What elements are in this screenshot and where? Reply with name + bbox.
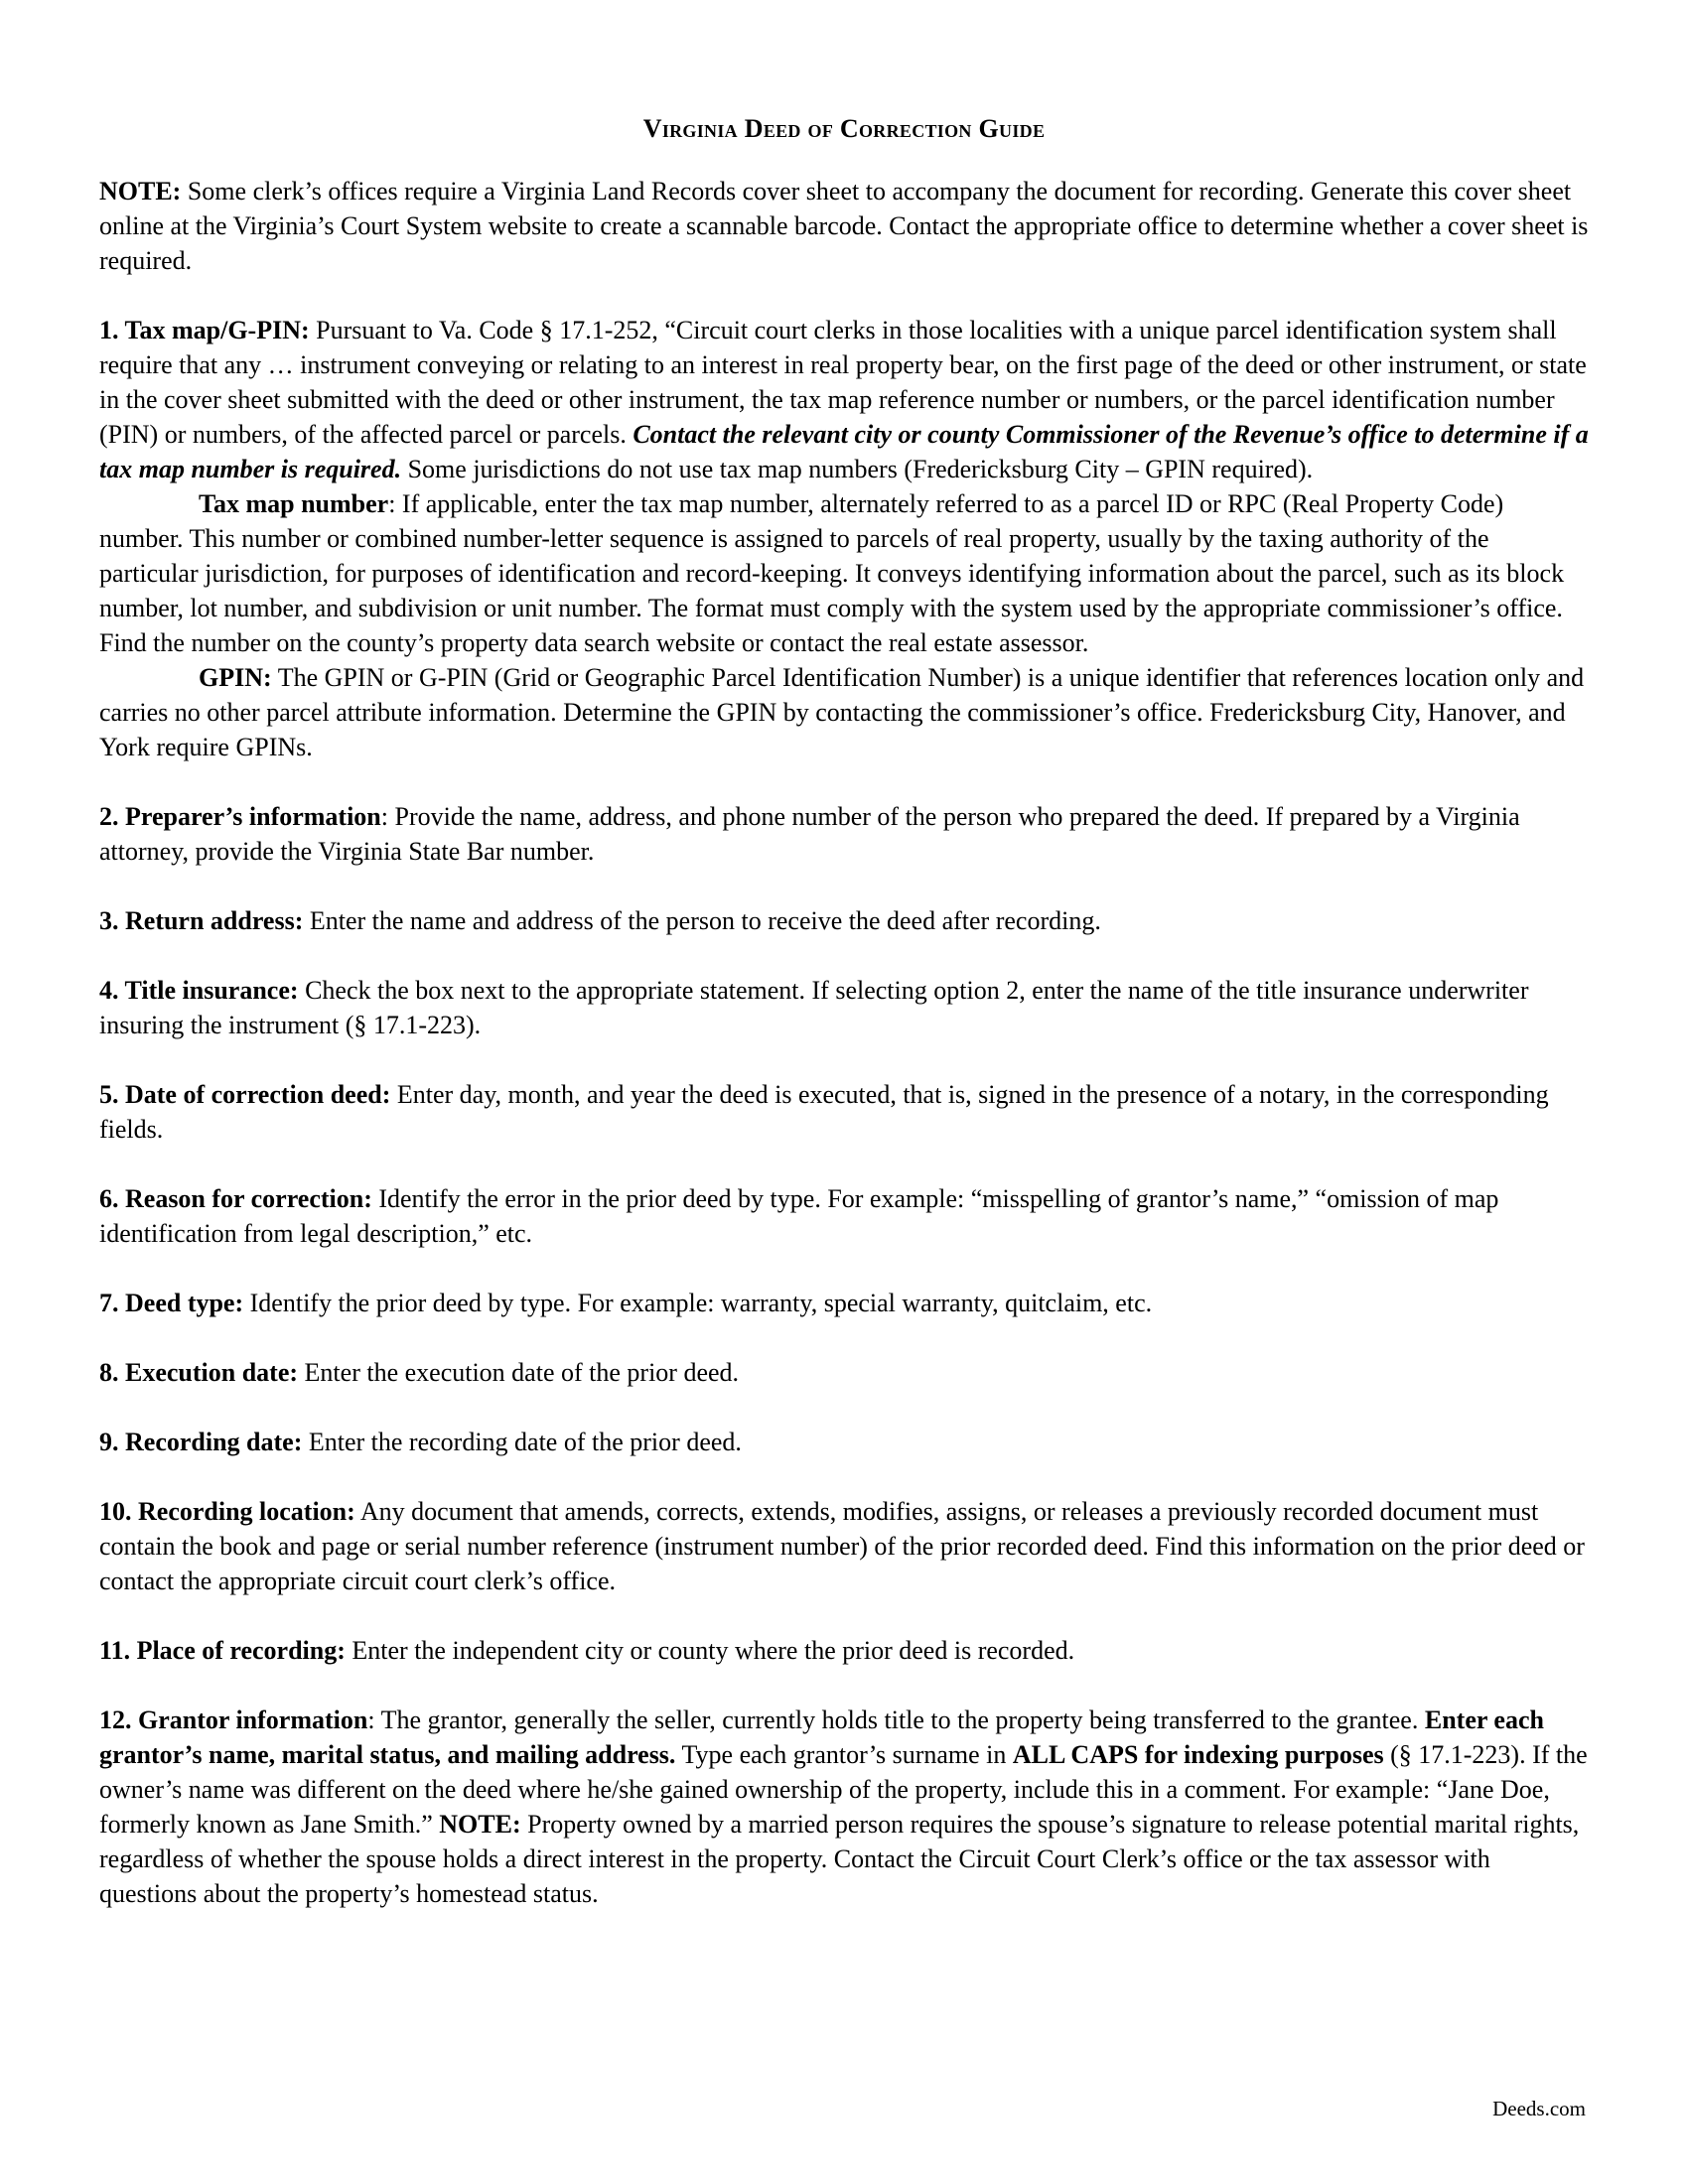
section-8-label: 8. Execution date: <box>99 1358 299 1387</box>
section-12-text-2: Type each grantor’s surname in <box>675 1740 1013 1769</box>
section-reason <box>99 1181 1589 1251</box>
section-5-text: Enter day, month, and year the deed is executed, that is, signed in the presence of a notary, in the corresponding fields. <box>99 1080 1549 1144</box>
section-11-text: Enter the independent city or county where the prior deed is recorded. <box>345 1636 1075 1665</box>
section-recording-date <box>99 1425 1589 1459</box>
gpin-label: GPIN: <box>199 663 272 692</box>
section-4-label: 4. Title insurance: <box>99 976 299 1005</box>
section-1-text: Pursuant to Va. Code § 17.1-252, “Circuit court clerks in those localities with a unique parcel identification system shall require that any … instrument conveying or relating to an interest in real property bear, on the first page of the deed or other instrument, or state in the cover sheet submitted with the deed or other instrument, the tax map reference number or numbers, or the parcel identification number (PIN) or numbers, of the affected parcel or parcels. <box>99 316 1587 449</box>
section-return-address <box>99 903 1589 938</box>
section-1-label: 1. Tax map/G-PIN: <box>99 316 310 344</box>
section-recording-location <box>99 1494 1589 1598</box>
section-date-of-correction <box>99 1077 1589 1147</box>
section-4-text: Check the box next to the appropriate statement. If selecting option 2, enter the name of the title insurance underwriter insuring the instrument (§ 17.1-223). <box>99 976 1529 1039</box>
section-tax-map <box>99 313 1589 486</box>
section-6-text: Identify the error in the prior deed by type. For example: “misspelling of grantor’s name,” “omission of map identification from legal description,” etc. <box>99 1184 1499 1248</box>
section-3-label: 3. Return address: <box>99 906 304 935</box>
section-deed-type <box>99 1286 1589 1320</box>
section-execution-date <box>99 1355 1589 1390</box>
section-2-text: : Provide the name, address, and phone number of the person who prepared the deed. If prepared by a Virginia attorney, provide the Virginia State Bar number. <box>99 802 1520 866</box>
section-10-label: 10. Recording location: <box>99 1497 355 1526</box>
section-7-text: Identify the prior deed by type. For example: warranty, special warranty, quitclaim, etc. <box>243 1289 1153 1317</box>
section-1-emphasis: Contact the relevant city or county Commissioner of the Revenue’s office to determine if a tax map number is required. <box>99 420 1589 483</box>
section-11-label: 11. Place of recording: <box>99 1636 346 1665</box>
document-page <box>99 111 1589 1911</box>
section-1-tail: Some jurisdictions do not use tax map numbers (Fredericksburg City – GPIN required). <box>401 455 1314 483</box>
note-paragraph <box>99 174 1589 278</box>
section-12-text-1: : The grantor, generally the seller, currently holds title to the property being transferred to the grantee. <box>367 1706 1425 1734</box>
section-9-text: Enter the recording date of the prior deed. <box>302 1428 742 1456</box>
section-title-insurance <box>99 973 1589 1042</box>
tax-map-number-label: Tax map number <box>199 489 389 518</box>
section-12-note-label: NOTE: <box>439 1810 521 1839</box>
section-preparer <box>99 799 1589 869</box>
section-12-bold-1: Enter each grantor’s name, marital status, and mailing address. <box>99 1706 1544 1769</box>
section-12-text-4: Property owned by a married person requires the spouse’s signature to release potential marital rights, regardless of whether the spouse holds a direct interest in the property. Contact the Circuit Court Clerk’s office or the tax assessor with questions about the property’s homestead status. <box>99 1810 1580 1908</box>
document-title: Virginia Deed of Correction Guide <box>642 114 1046 143</box>
section-place-of-recording <box>99 1633 1589 1668</box>
section-9-label: 9. Recording date: <box>99 1428 303 1456</box>
note-label: NOTE: <box>99 177 182 205</box>
section-10-text: Any document that amends, corrects, extends, modifies, assigns, or releases a previously recorded document must contain the book and page or serial number reference (instrument number) of the prior recorded deed. Find this information on the prior deed or contact the appropriate circuit court clerk’s office. <box>99 1497 1585 1595</box>
tax-map-number-text: : If applicable, enter the tax map number, alternately referred to as a parcel ID or RPC (Real Property Code) number. This number or combined number-letter sequence is assigned to parcels of real property, usually by the taxing authority of the particular jurisdiction, for purposes of identification and record-keeping. It conveys identifying information about the parcel, such as its block number, lot number, and subdivision or unit number. The format must comply with the system used by the appropriate commissioner’s office. Find the number on the county’s property data search website or contact the real estate assessor. <box>99 489 1565 657</box>
section-6-label: 6. Reason for correction: <box>99 1184 372 1213</box>
gpin-text: The GPIN or G-PIN (Grid or Geographic Parcel Identification Number) is a unique identifier that references location only and carries no other parcel attribute information. Determine the GPIN by contacting the commissioner’s office. Fredericksburg City, Hanover, and York require GPINs. <box>99 663 1585 761</box>
section-12-bold-2: ALL CAPS for indexing purposes <box>1012 1740 1384 1769</box>
footer-brand: Deeds.com <box>1492 2097 1586 2120</box>
note-text: Some clerk’s offices require a Virginia Land Records cover sheet to accompany the document for recording. Generate this cover sheet online at the Virginia’s Court System website to create a scannable barcode. Contact the appropriate office to determine whether a cover sheet is required. <box>99 177 1589 275</box>
section-grantor-information <box>99 1703 1589 1911</box>
section-12-label: 12. Grantor information <box>99 1706 368 1734</box>
section-12-text-3: (§ 17.1-223). If the owner’s name was different on the deed where he/she gained ownership of the property, include this in a comment. For example: “Jane Doe, formerly known as Jane Smith.” <box>99 1740 1588 1839</box>
gpin-paragraph <box>99 660 1589 764</box>
section-8-text: Enter the execution date of the prior deed. <box>298 1358 740 1387</box>
section-2-label: 2. Preparer’s information <box>99 802 381 831</box>
section-7-label: 7. Deed type: <box>99 1289 244 1317</box>
section-3-text: Enter the name and address of the person to receive the deed after recording. <box>303 906 1101 935</box>
section-5-label: 5. Date of correction deed: <box>99 1080 391 1109</box>
tax-map-number-paragraph <box>99 486 1589 660</box>
